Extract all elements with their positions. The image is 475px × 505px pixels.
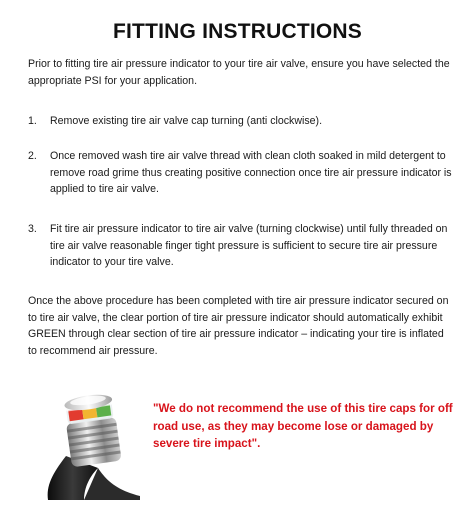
step-text: Remove existing tire air valve cap turning (anti clockwise). — [50, 115, 323, 127]
instruction-step-3 — [28, 221, 456, 271]
instruction-step-1 — [28, 113, 456, 130]
step-number: 1. — [28, 115, 37, 127]
intro-paragraph: Prior to fitting tire air pressure indicator to your tire air valve, ensure you have selected the appropriate PSI for your application. — [28, 58, 450, 87]
instruction-step-2 — [28, 148, 456, 198]
step-text: Fit tire air pressure indicator to tire air valve (turning clockwise) until fully threaded on tire air valve reasonable finger tight pressure is sufficient to secure tire air pressure indicator to your tire valve. — [50, 223, 448, 268]
page-title: FITTING INSTRUCTIONS — [113, 20, 362, 43]
outro-paragraph: Once the above procedure has been completed with tire air pressure indicator secured on to tire air valve, the clear portion of tire air pressure indicator should automatically exhibit GREEN through clear section of tire air pressure indicator – indicating your tire is inflated to recommend air pressure. — [28, 295, 449, 357]
step-number: 2. — [28, 150, 37, 162]
valve-cap-indicator-icon — [44, 386, 148, 500]
off-road-warning: "We do not recommend the use of this tire caps for off road use, as they may become lose or damaged by severe tire impact". — [153, 402, 453, 450]
step-text: Once removed wash tire air valve thread with clean cloth soaked in mild detergent to remove road grime thus creating positive connection once tire air pressure indicator is applied to tire air valve. — [50, 150, 452, 195]
step-number: 3. — [28, 223, 37, 235]
